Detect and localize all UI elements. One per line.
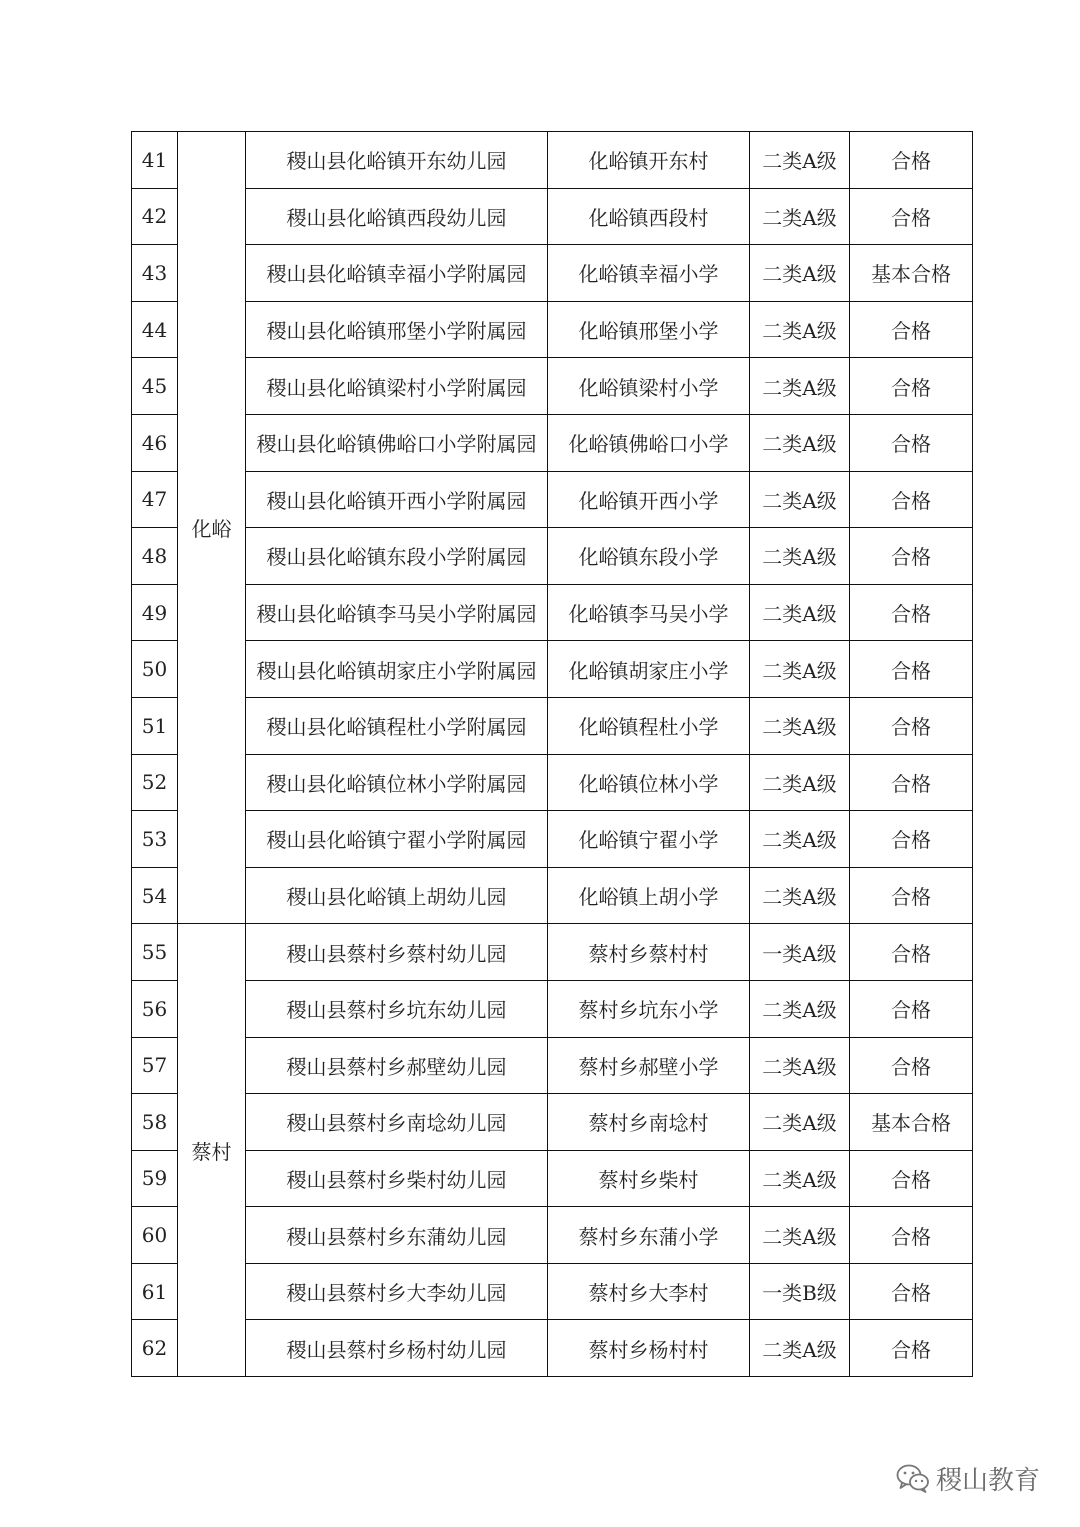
table-row [132,584,973,641]
grade-cell: 二类A级 [750,1207,850,1264]
grade-cell: 二类A级 [750,641,850,698]
row-number: 62 [132,1320,178,1377]
result-cell: 合格 [850,584,973,641]
kindergarten-name: 稷山县化峪镇梁村小学附属园 [246,358,548,415]
result-cell: 合格 [850,358,973,415]
table-row [132,358,973,415]
grade-cell: 二类A级 [750,1150,850,1207]
location-cell: 蔡村乡南埝村 [548,1094,750,1151]
result-cell: 合格 [850,1320,973,1377]
watermark [896,1458,1040,1498]
kindergarten-name: 稷山县蔡村乡坑东幼儿园 [246,980,548,1037]
kindergarten-name: 稷山县蔡村乡郝壁幼儿园 [246,1037,548,1094]
kindergarten-name: 稷山县化峪镇宁翟小学附属园 [246,811,548,868]
result-cell: 合格 [850,528,973,585]
table-row [132,132,973,189]
table-row [132,1150,973,1207]
kindergarten-name: 稷山县蔡村乡蔡村幼儿园 [246,924,548,981]
row-number: 50 [132,641,178,698]
result-cell: 合格 [850,301,973,358]
kindergarten-name: 稷山县化峪镇开西小学附属园 [246,471,548,528]
kindergarten-name: 稷山县化峪镇程杜小学附属园 [246,697,548,754]
result-cell: 合格 [850,697,973,754]
row-number: 42 [132,188,178,245]
row-number: 53 [132,811,178,868]
location-cell: 蔡村乡杨村村 [548,1320,750,1377]
result-cell: 合格 [850,867,973,924]
location-cell: 化峪镇宁翟小学 [548,811,750,868]
grade-cell: 一类A级 [750,924,850,981]
location-cell: 化峪镇邢堡小学 [548,301,750,358]
row-number: 41 [132,132,178,189]
row-number: 57 [132,1037,178,1094]
grade-cell: 二类A级 [750,301,850,358]
town-cell: 化峪 [178,132,246,924]
row-number: 60 [132,1207,178,1264]
table-row [132,697,973,754]
grade-cell: 二类A级 [750,528,850,585]
grade-cell: 二类A级 [750,754,850,811]
table-row [132,301,973,358]
result-cell: 基本合格 [850,245,973,302]
location-cell: 蔡村乡郝壁小学 [548,1037,750,1094]
kindergarten-name: 稷山县化峪镇幸福小学附属园 [246,245,548,302]
wechat-icon [896,1463,930,1493]
table-row [132,414,973,471]
grade-cell: 二类A级 [750,980,850,1037]
location-cell: 蔡村乡柴村 [548,1150,750,1207]
location-cell: 蔡村乡东蒲小学 [548,1207,750,1264]
location-cell: 化峪镇上胡小学 [548,867,750,924]
kindergarten-name: 稷山县化峪镇佛峪口小学附属园 [246,414,548,471]
row-number: 59 [132,1150,178,1207]
grade-cell: 二类A级 [750,471,850,528]
location-cell: 化峪镇开东村 [548,132,750,189]
kindergarten-table [131,131,973,1377]
grade-cell: 二类A级 [750,132,850,189]
kindergarten-name: 稷山县蔡村乡大李幼儿园 [246,1263,548,1320]
row-number: 56 [132,980,178,1037]
town-cell: 蔡村 [178,924,246,1377]
grade-cell: 二类A级 [750,358,850,415]
table-row [132,924,973,981]
kindergarten-name: 稷山县化峪镇上胡幼儿园 [246,867,548,924]
row-number: 44 [132,301,178,358]
table-row [132,1320,973,1377]
table-row [132,641,973,698]
row-number: 55 [132,924,178,981]
row-number: 61 [132,1263,178,1320]
result-cell: 合格 [850,811,973,868]
location-cell: 化峪镇位林小学 [548,754,750,811]
row-number: 52 [132,754,178,811]
kindergarten-name: 稷山县蔡村乡柴村幼儿园 [246,1150,548,1207]
kindergarten-name: 稷山县化峪镇西段幼儿园 [246,188,548,245]
grade-cell: 二类A级 [750,1094,850,1151]
table-row [132,1094,973,1151]
result-cell: 基本合格 [850,1094,973,1151]
result-cell: 合格 [850,924,973,981]
location-cell: 化峪镇西段村 [548,188,750,245]
result-cell: 合格 [850,471,973,528]
result-cell: 合格 [850,980,973,1037]
table-row [132,528,973,585]
grade-cell: 二类A级 [750,697,850,754]
grade-cell: 二类A级 [750,245,850,302]
table-row [132,245,973,302]
row-number: 54 [132,867,178,924]
table-row [132,1037,973,1094]
kindergarten-name: 稷山县化峪镇邢堡小学附属园 [246,301,548,358]
kindergarten-name: 稷山县化峪镇李马吴小学附属园 [246,584,548,641]
grade-cell: 二类A级 [750,414,850,471]
location-cell: 化峪镇程杜小学 [548,697,750,754]
kindergarten-name: 稷山县化峪镇胡家庄小学附属园 [246,641,548,698]
location-cell: 化峪镇佛峪口小学 [548,414,750,471]
kindergarten-name: 稷山县蔡村乡东蒲幼儿园 [246,1207,548,1264]
table-row [132,867,973,924]
location-cell: 化峪镇梁村小学 [548,358,750,415]
row-number: 47 [132,471,178,528]
table-row [132,188,973,245]
grade-cell: 一类B级 [750,1263,850,1320]
row-number: 45 [132,358,178,415]
location-cell: 化峪镇幸福小学 [548,245,750,302]
location-cell: 化峪镇胡家庄小学 [548,641,750,698]
table-row [132,471,973,528]
row-number: 43 [132,245,178,302]
kindergarten-name: 稷山县化峪镇位林小学附属园 [246,754,548,811]
location-cell: 化峪镇李马吴小学 [548,584,750,641]
kindergarten-name: 稷山县蔡村乡杨村幼儿园 [246,1320,548,1377]
row-number: 49 [132,584,178,641]
result-cell: 合格 [850,1037,973,1094]
location-cell: 蔡村乡大李村 [548,1263,750,1320]
result-cell: 合格 [850,641,973,698]
result-cell: 合格 [850,132,973,189]
result-cell: 合格 [850,414,973,471]
location-cell: 化峪镇东段小学 [548,528,750,585]
grade-cell: 二类A级 [750,811,850,868]
result-cell: 合格 [850,1263,973,1320]
watermark-text: 稷山教育 [936,1465,1041,1496]
kindergarten-name: 稷山县化峪镇东段小学附属园 [246,528,548,585]
kindergarten-name: 稷山县蔡村乡南埝幼儿园 [246,1094,548,1151]
table-row [132,754,973,811]
row-number: 51 [132,697,178,754]
result-cell: 合格 [850,754,973,811]
location-cell: 蔡村乡坑东小学 [548,980,750,1037]
table-body [132,132,973,1377]
grade-cell: 二类A级 [750,867,850,924]
table-row [132,1263,973,1320]
location-cell: 蔡村乡蔡村村 [548,924,750,981]
table-row [132,811,973,868]
kindergarten-name: 稷山县化峪镇开东幼儿园 [246,132,548,189]
table-row [132,980,973,1037]
grade-cell: 二类A级 [750,1037,850,1094]
grade-cell: 二类A级 [750,584,850,641]
row-number: 58 [132,1094,178,1151]
result-cell: 合格 [850,188,973,245]
result-cell: 合格 [850,1150,973,1207]
location-cell: 化峪镇开西小学 [548,471,750,528]
grade-cell: 二类A级 [750,1320,850,1377]
table-row [132,1207,973,1264]
row-number: 46 [132,414,178,471]
result-cell: 合格 [850,1207,973,1264]
row-number: 48 [132,528,178,585]
grade-cell: 二类A级 [750,188,850,245]
